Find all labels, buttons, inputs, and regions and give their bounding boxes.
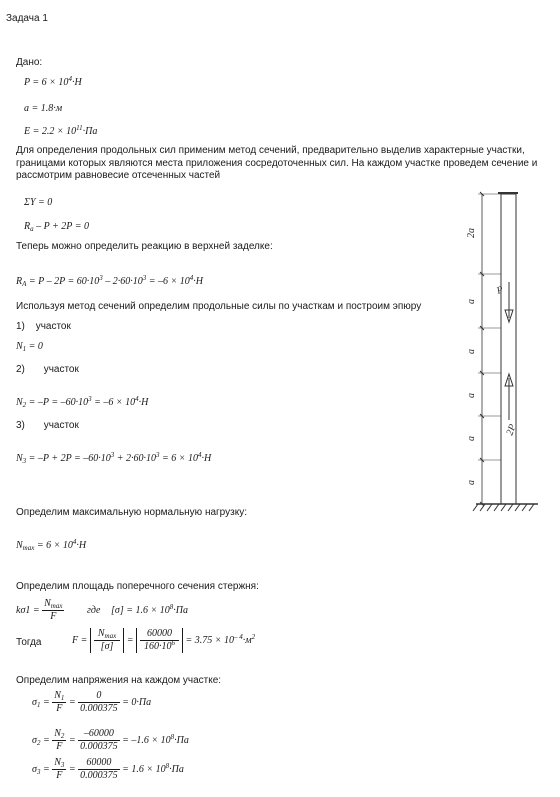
segment-label: 2a [466, 228, 477, 238]
section-label: участок [43, 420, 79, 431]
area-result-equation: F = $\frac{N_{max}}{[\sigma]}$ = $\frac{60000}{160\cdot 10^6}$ = $3.75 \times 10^{- 4}\cdot м^2$ [72, 628, 256, 652]
intro-paragraph: Для определения продольных сил применим метод сечений, предварительно выделив характерные участки, границами которых являются места приложения сосредоточенных сил. На каждом участке проведем сечение и рассмотрим равновесие отсеченных частей [16, 145, 538, 182]
section-1-heading [16, 321, 71, 333]
stress-text: Определим напряжения на каждом участке: [16, 675, 222, 686]
segment-label: a [466, 480, 477, 485]
section-number: 3) [16, 420, 25, 431]
stress-2-equation: $\sigma_2$ = $\frac{N_2}{F}$ = $\frac{-60000}{0.000375}$ = $-1.6 \times 10^8\cdot Па$ [32, 728, 189, 752]
segment-label: a [466, 393, 477, 398]
max-load-text: Определим максимальную нормальную нагрузку: [16, 507, 247, 518]
section-number: 2) [16, 364, 25, 375]
given-e: $E = 2.2 \times 10^{11}\cdot Па$ [24, 124, 98, 137]
sections-text: Используя метод сечений определим продольные силы по участкам и построим эпюру [16, 301, 422, 312]
equilibrium-ra: $R_a - P + 2P = 0$ [24, 221, 89, 233]
section-number: 1) [16, 321, 25, 332]
section-3-heading [16, 420, 79, 432]
section-label: участок [43, 364, 79, 375]
bar [501, 194, 519, 504]
area-text: Определим площадь поперечного сечения стержня: [16, 581, 259, 592]
given-label: Дано: [16, 57, 43, 68]
given-a: a = 1.8·м [24, 103, 63, 114]
force-2p-arrow [505, 374, 513, 420]
area-equation: kσ1 = $\frac{N_{max}}{F}$ где $[\sigma] = 1.6 \times 10^8\cdot Па$ [16, 598, 188, 622]
equilibrium-sum: ΣY = 0 [24, 197, 53, 208]
section-2-heading [16, 364, 79, 376]
bar-diagram [466, 186, 550, 522]
task-title: Задача 1 [6, 13, 48, 24]
then-label: Тогда [16, 637, 42, 648]
reaction-text: Теперь можно определить реакцию в верхней заделке: [16, 241, 273, 252]
section-1-equation: $N_1 = 0$ [16, 341, 43, 353]
segment-label: a [466, 436, 477, 441]
stress-1-equation: $\sigma_1$ = $\frac{N_1}{F}$ = $\frac{0}{0.000375}$ = 0·Па [32, 690, 152, 714]
given-p: $P = 6 \times 10^4\cdot Н$ [24, 75, 82, 88]
section-2-equation: $N_2 = -P = -60\cdot 10^3 = -6 \times 10^4\cdot Н$ [16, 395, 149, 409]
section-3-equation: $N_3 = -P + 2P = -60\cdot 10^3 + 2\cdot 60\cdot 10^3 = 6 \times 10^4\cdot Н$ [16, 451, 212, 465]
reaction-equation: $R_A = P - 2P = 60\cdot 10^3 - 2\cdot 60\cdot 10^3 = -6 \times 10^4\cdot Н$ [16, 274, 203, 288]
section-label: участок [35, 321, 71, 332]
force-p-label: P [495, 284, 505, 297]
dimension-line [478, 192, 501, 506]
segment-label: a [466, 349, 477, 354]
force-p-arrow [505, 282, 513, 322]
segment-label: a [466, 299, 477, 304]
force-2p-label: 2P [504, 422, 519, 438]
stress-3-equation: $\sigma_3$ = $\frac{N_3}{F}$ = $\frac{60000}{0.000375}$ = $1.6 \times 10^8\cdot Па$ [32, 757, 184, 781]
nmax-equation: $N_{max} = 6 \times 10^4\cdot Н$ [16, 538, 87, 552]
